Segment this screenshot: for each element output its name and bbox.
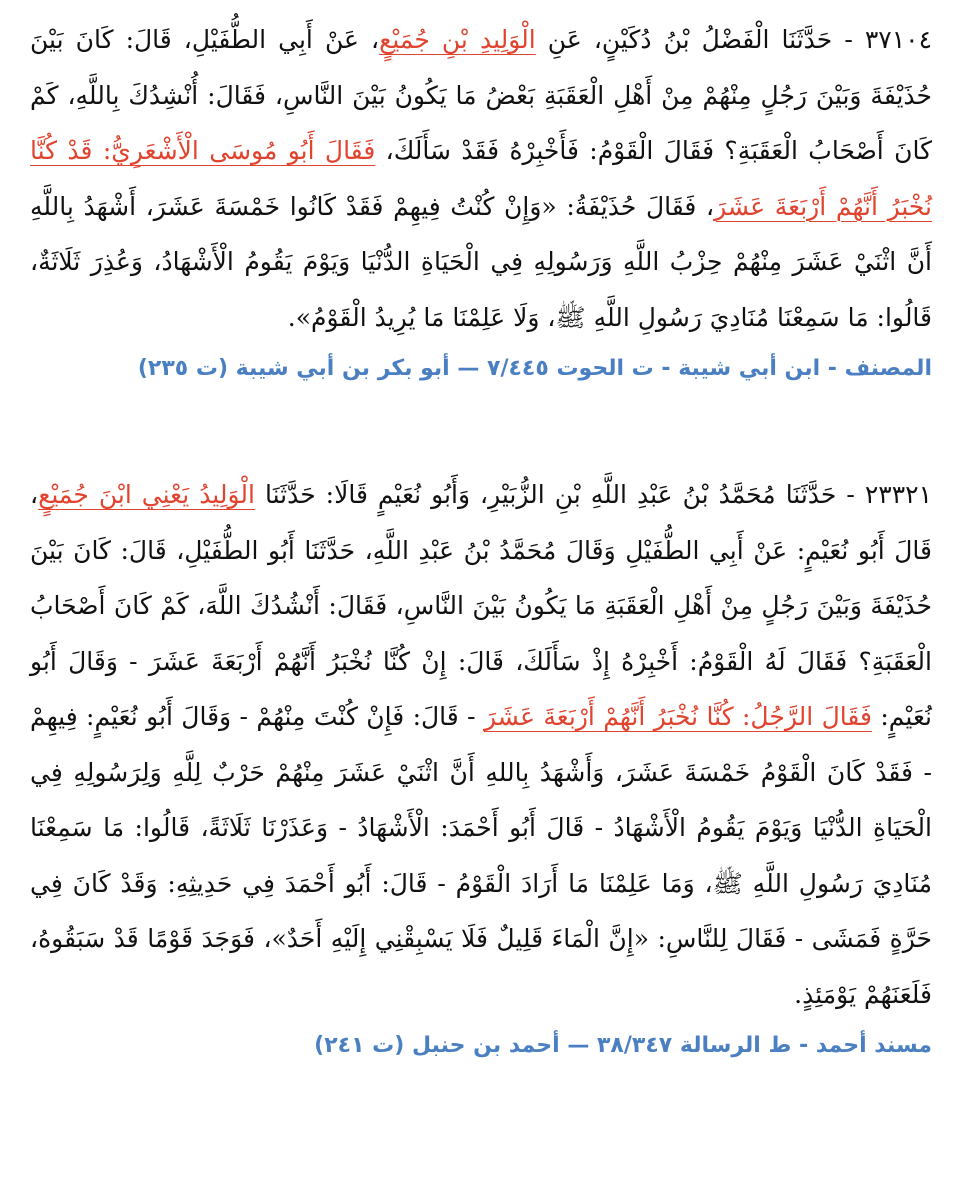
source-citation-2: مسند أحمد - ط الرسالة ٣٨/٣٤٧ — أحمد بن حنبل (ت ٢٤١) xyxy=(314,1033,932,1058)
source-citation-1: المصنف - ابن أبي شيبة - ت الحوت ٧/٤٤٥ — أبو بكر بن أبي شيبة (ت ٢٣٥) xyxy=(137,356,932,381)
segment: ٢٣٣٢١ - حَدَّثَنَا مُحَمَّدُ بْنُ عَبْدِ اللَّهِ بْنِ الزُّبَيْرِ، وَأَبُو نُعَيْمٍ قَالَا: حَدَّثَنَا xyxy=(254,480,932,509)
statement-highlight: فَقَالَ الرَّجُلُ: كُنَّا نُخْبَرُ أَنَّهُمْ أَرْبَعَةَ عَشَرَ xyxy=(483,702,872,731)
segment: ، فَقَالَ حُذَيْفَةُ: «وَإِنْ كُنْتُ فِيهِمْ فَقَدْ كَانُوا خَمْسَةَ عَشَرَ، أَشْهَدُ بِاللَّهِ أَنَّ اثْنَيْ عَشَرَ مِنْهُمْ حِزْبُ اللَّهِ وَرَسُولِهِ فِي الْحَيَاةِ الدُّنْيَا وَيَوْمَ يَقُومُ الْأَشْهَادُ، وَعُذِرَ ثَلَاثَةٌ، قَالُوا: مَا سَمِعْنَا مُنَادِيَ رَسُولِ اللَّهِ ﷺ، وَلَا عَلِمْنَا مَا يُرِيدُ الْقَوْمُ». xyxy=(30,191,932,332)
document-page xyxy=(30,12,932,1066)
hadith-text-2 xyxy=(30,467,932,1022)
segment: - قَالَ: فَإِنْ كُنْتَ مِنْهُمْ - وَقَالَ أَبُو نُعَيْمٍ: فِيهِمْ - فَقَدْ كَانَ الْقَوْمُ خَمْسَةَ عَشَرَ، وَأَشْهَدُ بِاللهِ أَنَّ اثْنَيْ عَشَرَ مِنْهُمْ حَرْبٌ لِلَّهِ وَلِرَسُولِهِ فِي الْحَيَاةِ الدُّنْيَا وَيَوْمَ يَقُومُ الْأَشْهَادُ - قَالَ أَبُو أَحْمَدَ: الْأَشْهَادُ - وَعَذَرْنَا ثَلَاثَةً، قَالُوا: مَا سَمِعْنَا مُنَادِيَ رَسُولِ اللَّهِ ﷺ، وَمَا عَلِمْنَا مَا أَرَادَ الْقَوْمُ - قَالَ: أَبُو أَحْمَدَ فِي حَدِيثِهِ: وَقَدْ كَانَ فِي حَرَّةٍ فَمَشَى - فَقَالَ لِلنَّاسِ: «إِنَّ الْمَاءَ قَلِيلٌ فَلَا يَسْبِقْنِي إِلَيْهِ أَحَدٌ»، فَوَجَدَ قَوْمًا قَدْ سَبَقُوهُ، فَلَعَنَهُمْ يَوْمَئِذٍ. xyxy=(30,702,932,1009)
statement-highlight: فَقَالَ أَبُو مُوسَى الْأَشْعَرِيُّ: قَدْ كُنَّا نُخْبَرُ أَنَّهُمْ أَرْبَعَةَ عَشَرَ xyxy=(30,136,932,221)
hadith-block-2 xyxy=(30,467,932,1066)
narrator-highlight: الْوَلِيدُ يَعْنِي ابْنَ جُمَيْعٍ xyxy=(38,480,255,509)
segment: ، قَالَ أَبُو نُعَيْمٍ: عَنْ أَبِي الطُّفَيْلِ وَقَالَ مُحَمَّدُ بْنُ عَبْدِ اللَّهِ، حَدَّثَنَا أَبُو الطُّفَيْلِ، قَالَ: كَانَ بَيْنَ حُذَيْفَةَ وَبَيْنَ رَجُلٍ مِنْ أَهْلِ الْعَقَبَةِ مَا يَكُونُ بَيْنَ النَّاسِ، فَقَالَ: أَنْشُدُكَ اللَّهَ، كَمْ كَانَ أَصْحَابُ الْعَقَبَةِ؟ فَقَالَ لَهُ الْقَوْمُ: أَخْبِرْهُ إِذْ سَأَلَكَ، قَالَ: إِنْ كُنَّا نُخْبَرُ أَنَّهُمْ أَرْبَعَةَ عَشَرَ - وَقَالَ أَبُو نُعَيْمٍ: xyxy=(30,480,932,731)
segment: ٣٧١٠٤ - حَدَّثَنَا الْفَضْلُ بْنُ دُكَيْنٍ، عَنِ xyxy=(535,25,932,54)
block-separator xyxy=(30,389,932,467)
hadith-text-1 xyxy=(30,12,932,345)
narrator-highlight: الْوَلِيدِ بْنِ جُمَيْعٍ xyxy=(379,25,536,54)
hadith-block-1 xyxy=(30,12,932,389)
segment: ، عَنْ أَبِي الطُّفَيْلِ، قَالَ: كَانَ بَيْنَ حُذَيْفَةَ وَبَيْنَ رَجُلٍ مِنْهُمْ مِنْ أَهْلِ الْعَقَبَةِ بَعْضُ مَا يَكُونُ بَيْنَ النَّاسِ، فَقَالَ: أُنْشِدُكَ بِاللَّهِ، كَمْ كَانَ أَصْحَابُ الْعَقَبَةِ؟ فَقَالَ الْقَوْمُ: فَأَخْبِرْهُ فَقَدْ سَأَلَكَ، xyxy=(30,25,933,165)
